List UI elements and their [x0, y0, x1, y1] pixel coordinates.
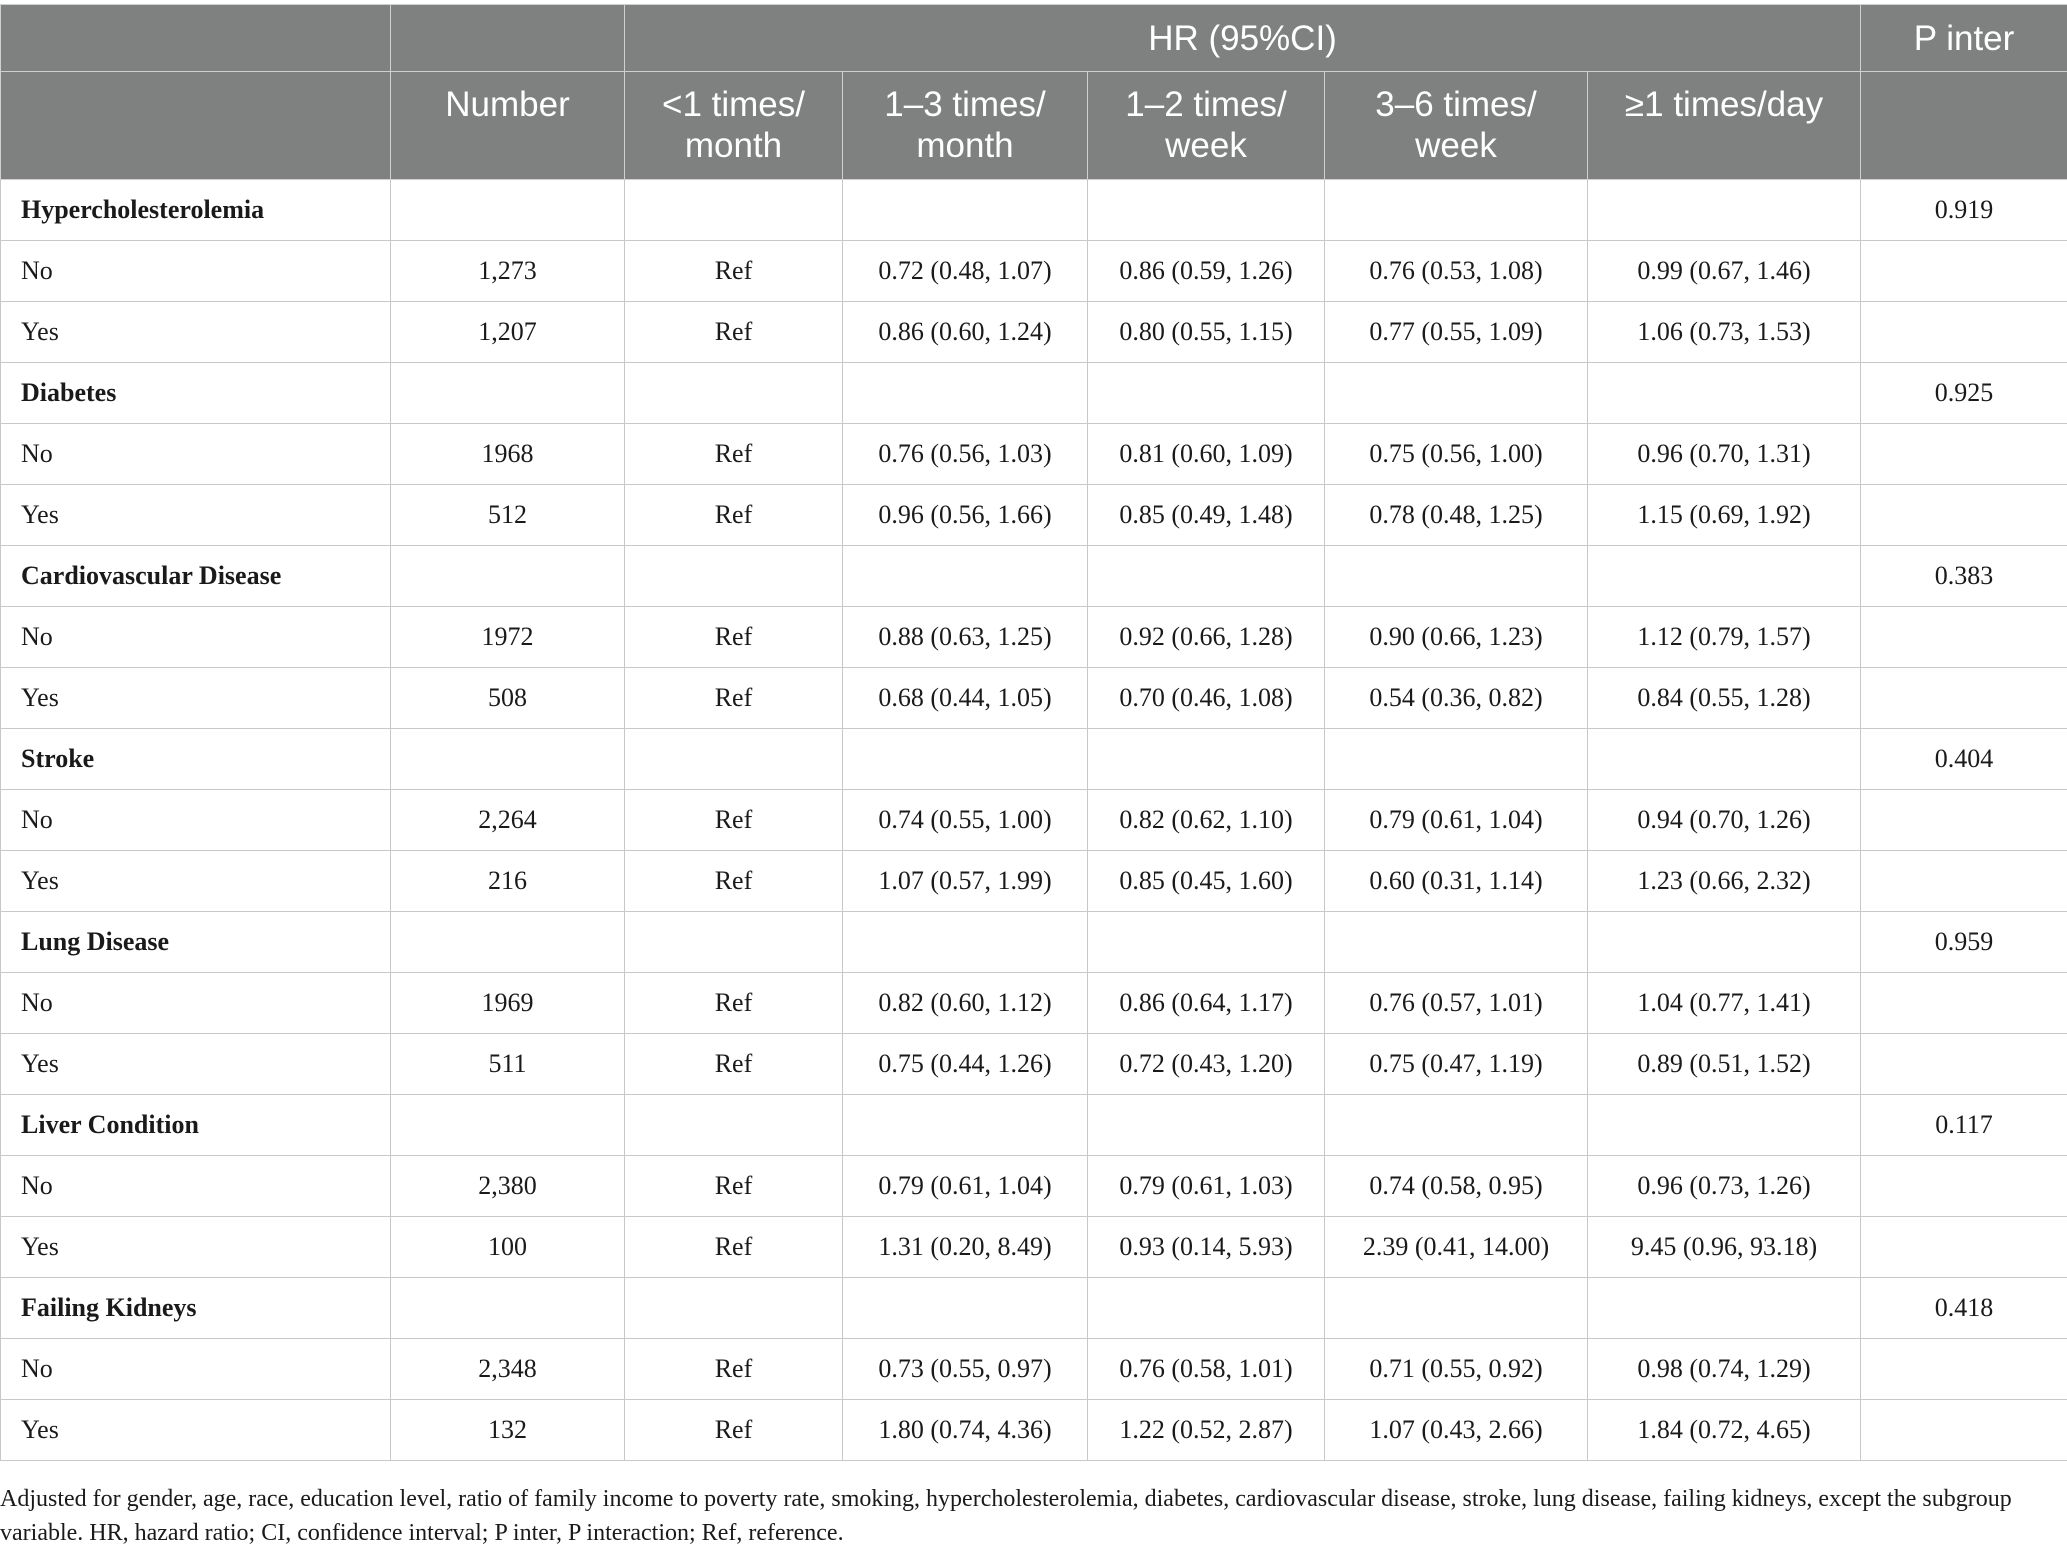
hr-ge1-day-cell [1588, 546, 1861, 607]
hr-ge1-day-cell: 1.15 (0.69, 1.92) [1588, 485, 1861, 546]
hr-1-3-month-cell: 0.72 (0.48, 1.07) [843, 241, 1088, 302]
hr-ge1-day-cell [1588, 729, 1861, 790]
number-cell [391, 1278, 625, 1339]
number-cell: 1,273 [391, 241, 625, 302]
hr-1-3-month-cell: 1.31 (0.20, 8.49) [843, 1217, 1088, 1278]
hr-1-3-month-cell [843, 729, 1088, 790]
hr-1-2-week-cell: 0.70 (0.46, 1.08) [1088, 668, 1325, 729]
hr-1-3-month-cell [843, 180, 1088, 241]
table-row [1, 302, 2067, 363]
group-row [1, 1278, 2067, 1339]
hr-1-2-week-cell: 0.81 (0.60, 1.09) [1088, 424, 1325, 485]
hr-1-3-month-cell: 0.68 (0.44, 1.05) [843, 668, 1088, 729]
number-cell [391, 363, 625, 424]
hr-1-3-month-cell: 0.88 (0.63, 1.25) [843, 607, 1088, 668]
hr-1-3-month-cell: 0.82 (0.60, 1.12) [843, 973, 1088, 1034]
hr-ge1-day-cell [1588, 1278, 1861, 1339]
hr-ge1-day-cell: 1.84 (0.72, 4.65) [1588, 1400, 1861, 1461]
results-table-container [0, 4, 2067, 1461]
hr-ge1-day-cell: 0.84 (0.55, 1.28) [1588, 668, 1861, 729]
table-row [1, 1217, 2067, 1278]
row-label: No [1, 790, 391, 851]
header-row-columns [1, 72, 2067, 180]
hr-ge1-day-cell: 1.04 (0.77, 1.41) [1588, 973, 1861, 1034]
table-row [1, 973, 2067, 1034]
p-inter-cell [1861, 1217, 2067, 1278]
p-inter-cell: 0.925 [1861, 363, 2067, 424]
row-label: No [1, 241, 391, 302]
row-label: No [1, 424, 391, 485]
hr-1-2-week-cell: 0.86 (0.64, 1.17) [1088, 973, 1325, 1034]
p-inter-cell: 0.418 [1861, 1278, 2067, 1339]
hr-1-2-week-cell [1088, 1095, 1325, 1156]
row-label: Stroke [1, 729, 391, 790]
hr-ge1-day-cell [1588, 180, 1861, 241]
ref-cell [625, 180, 843, 241]
hr-1-3-month-cell: 0.74 (0.55, 1.00) [843, 790, 1088, 851]
table-row [1, 607, 2067, 668]
group-row [1, 1095, 2067, 1156]
ref-cell: Ref [625, 790, 843, 851]
ref-cell [625, 363, 843, 424]
number-cell: 1969 [391, 973, 625, 1034]
hr-1-2-week-cell: 0.85 (0.49, 1.48) [1088, 485, 1325, 546]
ref-cell: Ref [625, 1400, 843, 1461]
ref-cell: Ref [625, 851, 843, 912]
hr-ge1-day-cell [1588, 363, 1861, 424]
ref-cell: Ref [625, 973, 843, 1034]
group-row [1, 912, 2067, 973]
header-hr-group: HR (95%CI) [625, 5, 1861, 72]
table-row [1, 790, 2067, 851]
hr-3-6-week-cell: 0.78 (0.48, 1.25) [1325, 485, 1588, 546]
group-row [1, 546, 2067, 607]
hr-3-6-week-cell: 0.60 (0.31, 1.14) [1325, 851, 1588, 912]
hr-3-6-week-cell: 0.74 (0.58, 0.95) [1325, 1156, 1588, 1217]
hr-1-3-month-cell: 0.96 (0.56, 1.66) [843, 485, 1088, 546]
p-inter-cell [1861, 1339, 2067, 1400]
hr-1-2-week-cell [1088, 912, 1325, 973]
p-inter-cell [1861, 1034, 2067, 1095]
hr-1-2-week-cell: 0.82 (0.62, 1.10) [1088, 790, 1325, 851]
p-inter-cell [1861, 1400, 2067, 1461]
hr-1-2-week-cell: 0.72 (0.43, 1.20) [1088, 1034, 1325, 1095]
p-inter-cell: 0.959 [1861, 912, 2067, 973]
hr-1-2-week-cell [1088, 546, 1325, 607]
hr-ge1-day-cell: 0.99 (0.67, 1.46) [1588, 241, 1861, 302]
hr-3-6-week-cell [1325, 1095, 1588, 1156]
number-cell [391, 1095, 625, 1156]
p-inter-cell [1861, 302, 2067, 363]
row-label: Yes [1, 668, 391, 729]
hr-3-6-week-cell: 0.79 (0.61, 1.04) [1325, 790, 1588, 851]
number-cell: 100 [391, 1217, 625, 1278]
header-blank-cell [1861, 72, 2067, 180]
p-inter-cell [1861, 485, 2067, 546]
hr-ge1-day-cell [1588, 1095, 1861, 1156]
header-freq-ge1-day: ≥1 times/day [1588, 72, 1861, 180]
hr-1-3-month-cell [843, 363, 1088, 424]
hr-1-2-week-cell: 0.85 (0.45, 1.60) [1088, 851, 1325, 912]
table-row [1, 1156, 2067, 1217]
hr-ge1-day-cell: 0.89 (0.51, 1.52) [1588, 1034, 1861, 1095]
p-inter-cell [1861, 424, 2067, 485]
row-label: No [1, 607, 391, 668]
table-row [1, 1034, 2067, 1095]
hr-1-3-month-cell [843, 912, 1088, 973]
hr-3-6-week-cell: 0.76 (0.53, 1.08) [1325, 241, 1588, 302]
row-label: Lung Disease [1, 912, 391, 973]
table-footnote: Adjusted for gender, age, race, education level, ratio of family income to poverty rate, smoking, hypercholesterolemia, diabetes, cardiovascular disease, stroke, lung disease, failing kidneys, except the subgroup variable. HR, hazard ratio; CI, confidence interval; P inter, P interaction; Ref, reference. [0, 1486, 2012, 1546]
ref-cell: Ref [625, 424, 843, 485]
row-label: Yes [1, 485, 391, 546]
hr-ge1-day-cell: 1.06 (0.73, 1.53) [1588, 302, 1861, 363]
hr-3-6-week-cell: 0.71 (0.55, 0.92) [1325, 1339, 1588, 1400]
hr-1-3-month-cell: 0.76 (0.56, 1.03) [843, 424, 1088, 485]
table-row [1, 1400, 2067, 1461]
hr-3-6-week-cell: 0.54 (0.36, 0.82) [1325, 668, 1588, 729]
hr-3-6-week-cell: 2.39 (0.41, 14.00) [1325, 1217, 1588, 1278]
p-inter-cell: 0.383 [1861, 546, 2067, 607]
hr-1-3-month-cell [843, 1095, 1088, 1156]
hr-ge1-day-cell: 1.12 (0.79, 1.57) [1588, 607, 1861, 668]
hr-1-2-week-cell: 1.22 (0.52, 2.87) [1088, 1400, 1325, 1461]
hr-1-2-week-cell: 0.76 (0.58, 1.01) [1088, 1339, 1325, 1400]
hr-ge1-day-cell: 0.96 (0.70, 1.31) [1588, 424, 1861, 485]
hr-ge1-day-cell: 1.23 (0.66, 2.32) [1588, 851, 1861, 912]
hr-3-6-week-cell: 0.90 (0.66, 1.23) [1325, 607, 1588, 668]
group-row [1, 180, 2067, 241]
ref-cell [625, 1095, 843, 1156]
table-body [1, 180, 2067, 1461]
table-row [1, 668, 2067, 729]
hr-3-6-week-cell: 0.75 (0.56, 1.00) [1325, 424, 1588, 485]
ref-cell: Ref [625, 1217, 843, 1278]
hr-1-3-month-cell: 0.73 (0.55, 0.97) [843, 1339, 1088, 1400]
p-inter-cell: 0.117 [1861, 1095, 2067, 1156]
hr-1-2-week-cell: 0.92 (0.66, 1.28) [1088, 607, 1325, 668]
header-freq-1-3-month: 1–3 times/ month [843, 72, 1088, 180]
row-label: Diabetes [1, 363, 391, 424]
hr-3-6-week-cell [1325, 729, 1588, 790]
header-freq-lt1-month: <1 times/ month [625, 72, 843, 180]
number-cell: 2,348 [391, 1339, 625, 1400]
row-label: No [1, 973, 391, 1034]
hr-3-6-week-cell: 0.77 (0.55, 1.09) [1325, 302, 1588, 363]
hr-1-2-week-cell: 0.86 (0.59, 1.26) [1088, 241, 1325, 302]
ref-cell: Ref [625, 1034, 843, 1095]
p-inter-cell [1861, 241, 2067, 302]
header-blank-cell [391, 5, 625, 72]
hr-ge1-day-cell: 0.96 (0.73, 1.26) [1588, 1156, 1861, 1217]
header-freq-3-6-week: 3–6 times/ week [1325, 72, 1588, 180]
number-cell: 1968 [391, 424, 625, 485]
hr-1-2-week-cell [1088, 180, 1325, 241]
table-row [1, 241, 2067, 302]
ref-cell: Ref [625, 668, 843, 729]
header-blank-cell [1, 5, 391, 72]
ref-cell: Ref [625, 607, 843, 668]
hr-1-3-month-cell: 0.79 (0.61, 1.04) [843, 1156, 1088, 1217]
hr-3-6-week-cell: 0.76 (0.57, 1.01) [1325, 973, 1588, 1034]
row-label: Yes [1, 1217, 391, 1278]
header-row-top [1, 5, 2067, 72]
p-inter-cell [1861, 1156, 2067, 1217]
number-cell: 132 [391, 1400, 625, 1461]
number-cell: 511 [391, 1034, 625, 1095]
hr-1-2-week-cell [1088, 729, 1325, 790]
table-row [1, 1339, 2067, 1400]
hr-3-6-week-cell [1325, 1278, 1588, 1339]
subgroup-hr-table [0, 4, 2067, 1461]
header-number: Number [391, 72, 625, 180]
hr-1-3-month-cell: 1.80 (0.74, 4.36) [843, 1400, 1088, 1461]
number-cell [391, 729, 625, 790]
ref-cell: Ref [625, 485, 843, 546]
hr-3-6-week-cell: 0.75 (0.47, 1.19) [1325, 1034, 1588, 1095]
ref-cell: Ref [625, 241, 843, 302]
header-freq-1-2-week: 1–2 times/ week [1088, 72, 1325, 180]
number-cell: 2,380 [391, 1156, 625, 1217]
number-cell: 508 [391, 668, 625, 729]
hr-1-2-week-cell [1088, 363, 1325, 424]
row-label: No [1, 1156, 391, 1217]
number-cell: 1,207 [391, 302, 625, 363]
p-inter-cell: 0.404 [1861, 729, 2067, 790]
row-label: Failing Kidneys [1, 1278, 391, 1339]
ref-cell [625, 546, 843, 607]
p-inter-cell [1861, 790, 2067, 851]
row-label: Yes [1, 302, 391, 363]
number-cell [391, 180, 625, 241]
p-inter-cell: 0.919 [1861, 180, 2067, 241]
number-cell: 512 [391, 485, 625, 546]
hr-ge1-day-cell: 9.45 (0.96, 93.18) [1588, 1217, 1861, 1278]
row-label: Cardiovascular Disease [1, 546, 391, 607]
hr-3-6-week-cell [1325, 912, 1588, 973]
ref-cell: Ref [625, 302, 843, 363]
hr-1-2-week-cell [1088, 1278, 1325, 1339]
p-inter-cell [1861, 851, 2067, 912]
header-blank-cell [1, 72, 391, 180]
hr-1-3-month-cell: 0.75 (0.44, 1.26) [843, 1034, 1088, 1095]
group-row [1, 363, 2067, 424]
row-label: No [1, 1339, 391, 1400]
header-p-inter: P inter [1861, 5, 2067, 72]
p-inter-cell [1861, 973, 2067, 1034]
p-inter-cell [1861, 607, 2067, 668]
row-label: Yes [1, 1400, 391, 1461]
table-row [1, 851, 2067, 912]
hr-ge1-day-cell: 0.98 (0.74, 1.29) [1588, 1339, 1861, 1400]
hr-1-3-month-cell [843, 546, 1088, 607]
hr-1-3-month-cell [843, 1278, 1088, 1339]
hr-1-2-week-cell: 0.93 (0.14, 5.93) [1088, 1217, 1325, 1278]
p-inter-cell [1861, 668, 2067, 729]
hr-ge1-day-cell [1588, 912, 1861, 973]
number-cell: 2,264 [391, 790, 625, 851]
number-cell: 216 [391, 851, 625, 912]
ref-cell [625, 729, 843, 790]
table-row [1, 485, 2067, 546]
row-label: Hypercholesterolemia [1, 180, 391, 241]
group-row [1, 729, 2067, 790]
row-label: Yes [1, 1034, 391, 1095]
ref-cell [625, 1278, 843, 1339]
ref-cell: Ref [625, 1156, 843, 1217]
row-label: Yes [1, 851, 391, 912]
hr-1-3-month-cell: 1.07 (0.57, 1.99) [843, 851, 1088, 912]
number-cell [391, 546, 625, 607]
hr-3-6-week-cell: 1.07 (0.43, 2.66) [1325, 1400, 1588, 1461]
hr-1-2-week-cell: 0.79 (0.61, 1.03) [1088, 1156, 1325, 1217]
hr-3-6-week-cell [1325, 546, 1588, 607]
ref-cell: Ref [625, 1339, 843, 1400]
ref-cell [625, 912, 843, 973]
number-cell [391, 912, 625, 973]
table-row [1, 424, 2067, 485]
hr-ge1-day-cell: 0.94 (0.70, 1.26) [1588, 790, 1861, 851]
hr-1-2-week-cell: 0.80 (0.55, 1.15) [1088, 302, 1325, 363]
hr-3-6-week-cell [1325, 180, 1588, 241]
row-label: Liver Condition [1, 1095, 391, 1156]
hr-3-6-week-cell [1325, 363, 1588, 424]
number-cell: 1972 [391, 607, 625, 668]
hr-1-3-month-cell: 0.86 (0.60, 1.24) [843, 302, 1088, 363]
